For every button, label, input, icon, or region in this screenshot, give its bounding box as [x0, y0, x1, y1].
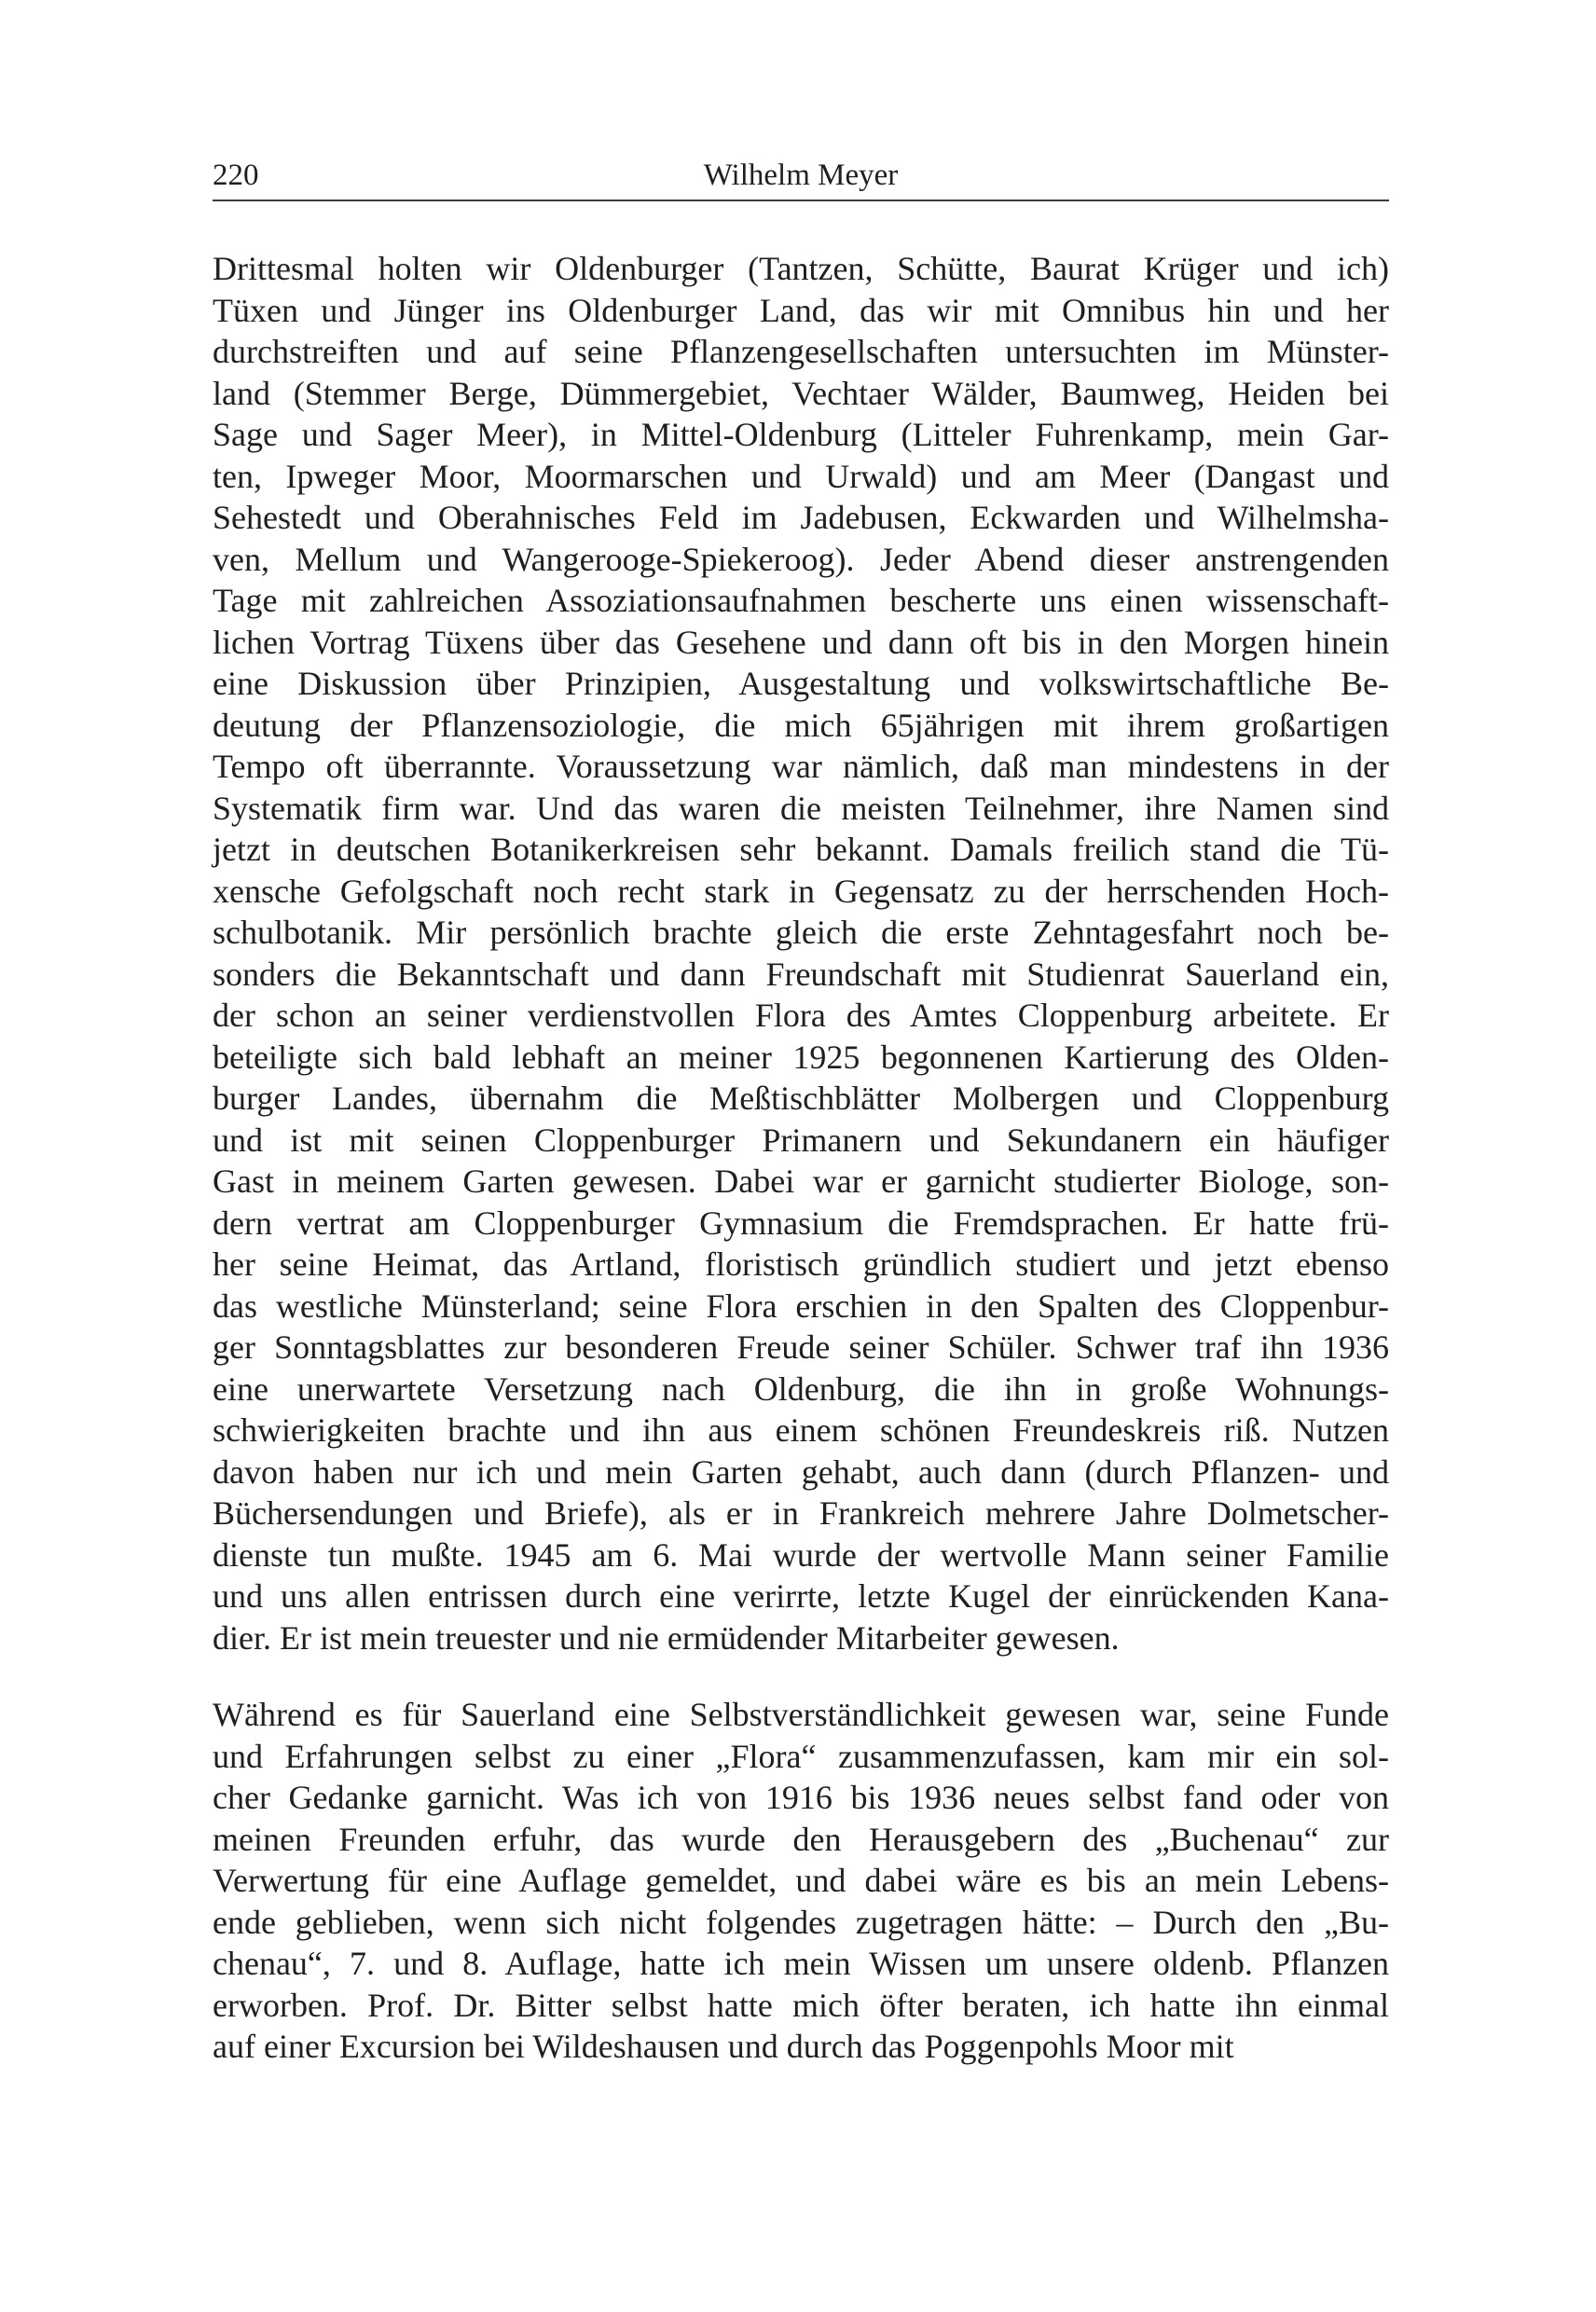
text-line: und ist mit seinen Cloppenburger Primanern und Sekundanern ein häufiger — [213, 1121, 1389, 1159]
text-line: schulbotanik. Mir persönlich brachte gleich die erste Zehntagesfahrt noch be- — [213, 914, 1389, 951]
paragraph — [213, 248, 1389, 1658]
text-line: schwierigkeiten brachte und ihn aus einem schönen Freundeskreis riß. Nutzen — [213, 1411, 1389, 1449]
text-line: Drittesmal holten wir Oldenburger (Tantzen, Schütte, Baurat Krüger und ich) — [213, 250, 1389, 287]
text-line: cher Gedanke garnicht. Was ich von 1916 bis 1936 neues selbst fand oder von — [213, 1779, 1389, 1816]
text-line: Sage und Sager Meer), in Mittel-Oldenburg (Litteler Fuhrenkamp, mein Gar- — [213, 416, 1389, 453]
text-line: lichen Vortrag Tüxens über das Gesehene und dann oft bis in den Morgen hinein — [213, 623, 1389, 661]
text-line: Tempo oft überrannte. Voraussetzung war nämlich, daß man mindestens in der — [213, 748, 1389, 785]
text-line: Verwertung für eine Auflage gemeldet, und dabei wäre es bis an mein Lebens- — [213, 1862, 1389, 1899]
text-line: und uns allen entrissen durch eine verirrte, letzte Kugel der einrückenden Kana- — [213, 1577, 1389, 1615]
text-line: davon haben nur ich und mein Garten gehabt, auch dann (durch Pflanzen- und — [213, 1452, 1389, 1491]
paragraph — [213, 1694, 1389, 2068]
text-line: jetzt in deutschen Botanikerkreisen sehr bekannt. Damals freilich stand die Tü- — [213, 831, 1389, 868]
page-number: 220 — [213, 158, 259, 192]
text-line: Systematik firm war. Und das waren die meisten Teilnehmer, ihre Namen sind — [213, 789, 1389, 827]
text-line: ven, Mellum und Wangerooge-Spiekeroog). Jeder Abend dieser anstrengenden — [213, 540, 1389, 578]
text-line: Büchersendungen und Briefe), als er in Frankreich mehrere Jahre Dolmetscher- — [213, 1494, 1389, 1532]
text-line: eine unerwartete Versetzung nach Oldenburg, die ihn in große Wohnungs- — [213, 1369, 1389, 1408]
text-line: und Erfahrungen selbst zu einer „Flora“ zusammenzufassen, kam mir ein sol- — [213, 1737, 1389, 1775]
text-line: chenau“, 7. und 8. Auflage, hatte ich mein Wissen um unsere oldenb. Pflanzen — [213, 1945, 1389, 1982]
text-line: Gast in meinem Garten gewesen. Dabei war er garnicht studierter Biologe, son- — [213, 1163, 1389, 1200]
text-line: dienste tun mußte. 1945 am 6. Mai wurde der wertvolle Mann seiner Familie — [213, 1535, 1389, 1574]
text-line: auf einer Excursion bei Wildeshausen und durch das Poggenpohls Moor mit — [213, 2028, 1234, 2065]
text-line: durchstreiften und auf seine Pflanzengesellschaften untersuchten im Münster- — [213, 333, 1389, 370]
text-line: land (Stemmer Berge, Dümmergebiet, Vechtaer Wälder, Baumweg, Heiden bei — [213, 374, 1389, 412]
text-line: der schon an seiner verdienstvollen Flora des Amtes Cloppenburg arbeitete. Er — [213, 997, 1389, 1034]
text-line: meinen Freunden erfuhr, das wurde den Herausgebern des „Buchenau“ zur — [213, 1820, 1389, 1858]
text-line: dier. Er ist mein treuester und nie ermüdender Mitarbeiter gewesen. — [213, 1618, 1120, 1657]
text-line: ger Sonntagsblattes zur besonderen Freude seiner Schüler. Schwer traf ihn 1936 — [213, 1328, 1389, 1366]
text-line: Sehestedt und Oberahnisches Feld im Jadebusen, Eckwarden und Wilhelmsha- — [213, 499, 1389, 536]
text-line: das westliche Münsterland; seine Flora erschien in den Spalten des Cloppenbur- — [213, 1287, 1389, 1325]
text-line: xensche Gefolgschaft noch recht stark in Gegensatz zu der herrschenden Hoch- — [213, 872, 1389, 910]
text-line: deutung der Pflanzensoziologie, die mich 65jährigen mit ihrem großartigen — [213, 706, 1389, 744]
running-header — [213, 155, 1389, 201]
running-title: Wilhelm Meyer — [703, 158, 899, 192]
text-line: Tage mit zahlreichen Assoziationsaufnahmen bescherte uns einen wissenschaft- — [213, 582, 1389, 619]
text-line: sonders die Bekanntschaft und dann Freundschaft mit Studienrat Sauerland ein, — [213, 955, 1389, 993]
text-line: beteiligte sich bald lebhaft an meiner 1925 begonnenen Kartierung des Olden- — [213, 1038, 1389, 1076]
text-line: her seine Heimat, das Artland, floristisch gründlich studiert und jetzt ebenso — [213, 1245, 1389, 1283]
text-line: Während es für Sauerland eine Selbstverständlichkeit gewesen war, seine Funde — [213, 1696, 1389, 1733]
text-line: burger Landes, übernahm die Meßtischblätter Molbergen und Cloppenburg — [213, 1080, 1389, 1117]
text-line: ende geblieben, wenn sich nicht folgendes zugetragen hätte: – Durch den „Bu- — [213, 1903, 1389, 1941]
body-text — [213, 248, 1389, 2068]
text-line: erworben. Prof. Dr. Bitter selbst hatte mich öfter beraten, ich hatte ihn einmal — [213, 1986, 1389, 2024]
text-line: eine Diskussion über Prinzipien, Ausgestaltung und volkswirtschaftliche Be- — [213, 665, 1389, 702]
text-line: Tüxen und Jünger ins Oldenburger Land, das wir mit Omnibus hin und her — [213, 291, 1389, 329]
text-line: dern vertrat am Cloppenburger Gymnasium die Fremdsprachen. Er hatte frü- — [213, 1204, 1389, 1242]
text-line: ten, Ipweger Moor, Moormarschen und Urwald) und am Meer (Dangast und — [213, 457, 1389, 495]
